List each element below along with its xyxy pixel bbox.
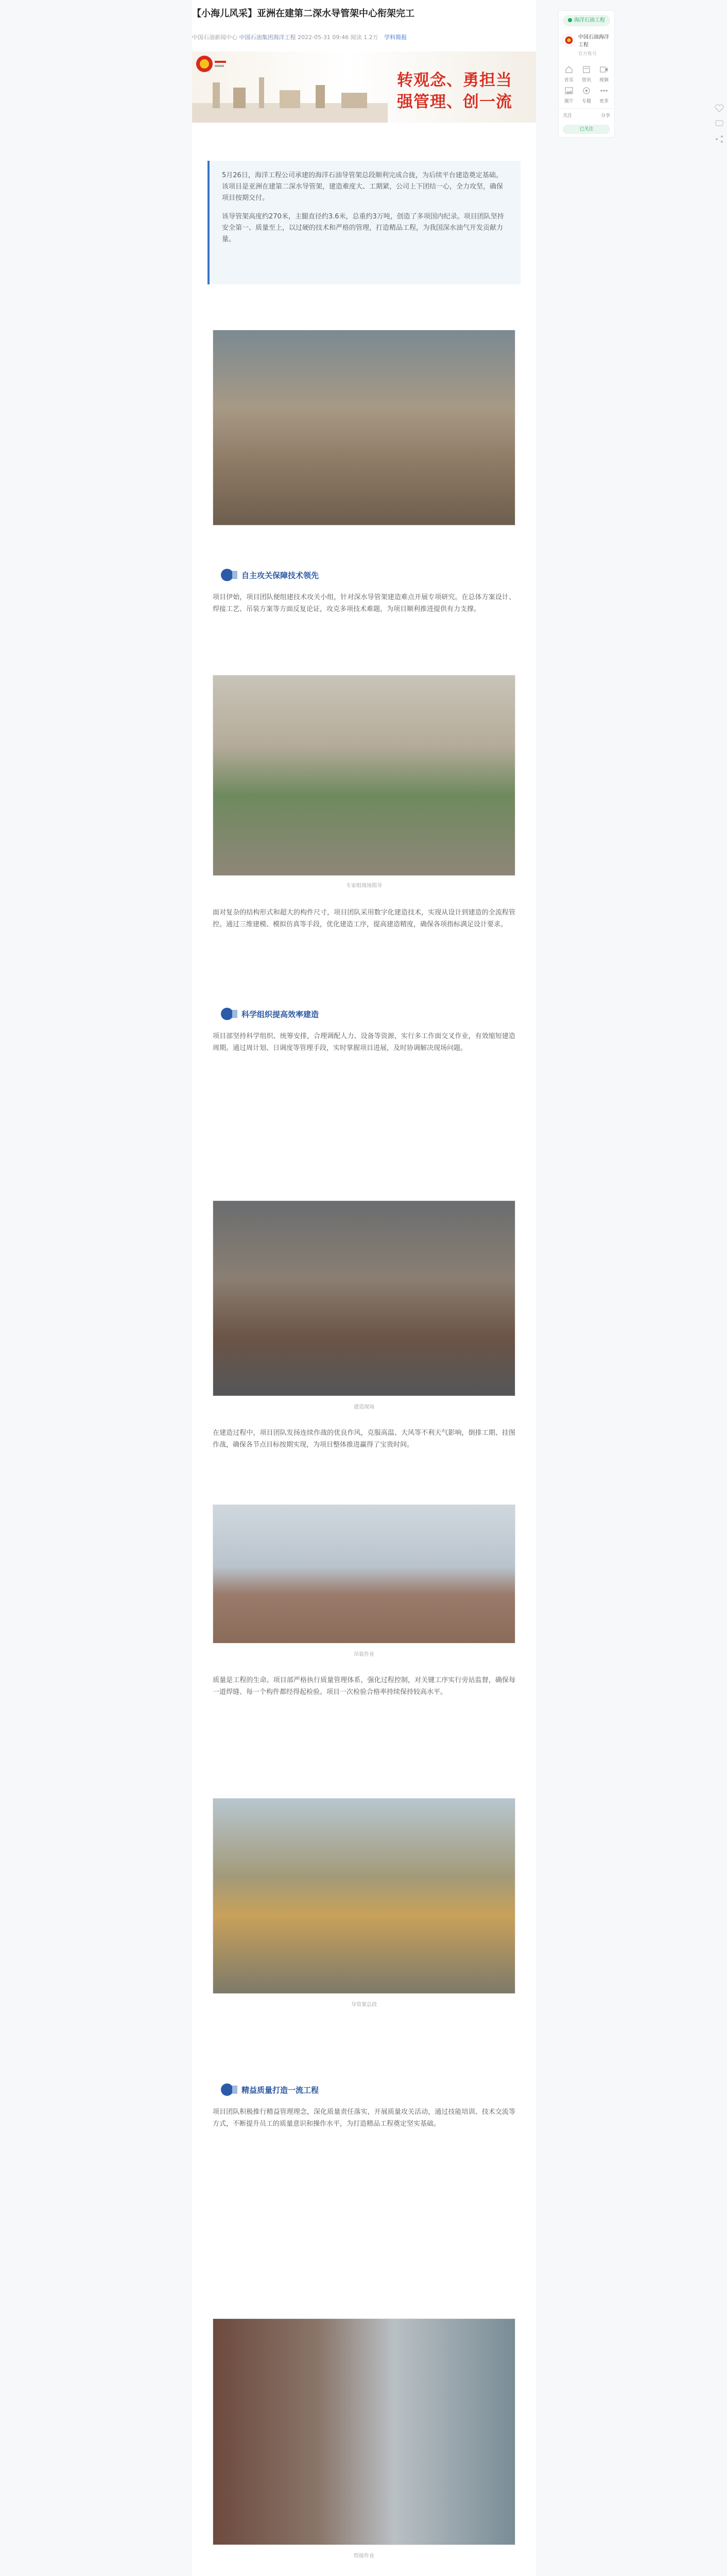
article-column (192, 0, 536, 2576)
paragraph-3: 项目部坚持科学组织、统筹安排，合理调配人力、设备等资源，实行多工作面交叉作业，有效缩短建造周期。通过周计划、日调度等管理手段，实时掌握项目进展，及时协调解决现场问题。 (213, 1032, 515, 1052)
caption-1: 专家组现场指导 (346, 883, 382, 889)
share-icon[interactable] (714, 134, 724, 144)
caption-2: 建造现场 (354, 1404, 374, 1410)
section-number-icon (221, 569, 233, 581)
article-banner (192, 52, 536, 123)
sidebar-item-label: 资讯 (581, 78, 591, 83)
lead-paragraph-2: 该导管架高度约270米，主腿直径约3.6米，总重约3万吨，创造了多项国内纪录。项目团队坚持安全第一、质量至上，以过硬的技术和严格的管理，打造精品工程，为我国深水油气开发贡献力量。 (222, 213, 504, 243)
news-icon (582, 65, 591, 74)
sidebar-actions (559, 108, 614, 122)
account-pill-label: 海洋石油工程 (574, 18, 605, 23)
photo-jacket-structure (213, 1798, 515, 1994)
sidebar-nav-grid (559, 61, 614, 108)
topic-icon (582, 86, 591, 95)
sidebar-item-more[interactable] (596, 86, 612, 104)
sidebar-item-label: 图片 (564, 99, 574, 104)
follow-action[interactable]: 关注 (563, 113, 573, 118)
like-icon[interactable] (714, 103, 724, 113)
section-title-2: 科学组织提高效率建造 (241, 1010, 319, 1019)
sidebar-item-label: 专题 (581, 99, 591, 104)
caption-3: 吊装作业 (354, 1652, 374, 1657)
org-subtitle: 官方账号 (578, 52, 597, 57)
meta-author[interactable]: 中国石油集团海洋工程 (239, 34, 296, 41)
more-icon (599, 86, 609, 95)
photo-shipyard-aerial (213, 330, 515, 526)
section-bar-icon (232, 1010, 237, 1018)
photo-crane-lift (213, 1504, 515, 1643)
sidebar-item-video[interactable] (596, 65, 612, 83)
banner-slogan-2: 强管理、创一流 (397, 93, 512, 111)
sidebar-item-news[interactable] (578, 65, 595, 83)
section-title-1: 自主攻关保障技术领先 (241, 571, 319, 580)
photo-workshop (213, 1200, 515, 1396)
sidebar-item-label: 首页 (564, 78, 574, 83)
refinery-illustration-icon (192, 72, 388, 123)
right-sidebar (558, 10, 615, 142)
meta-time: 2022-05-31 09:46 阅读 1.2万 (298, 34, 378, 41)
section-heading-1 (221, 567, 509, 583)
photo-welding (213, 2318, 515, 2545)
org-logo-icon (563, 34, 575, 46)
photo-meeting (213, 675, 515, 876)
account-pill[interactable] (563, 15, 610, 26)
paragraph-5: 质量是工程的生命。项目部严格执行质量管理体系，强化过程控制，对关键工序实行旁站监督，确保每一道焊缝、每一个构件都经得起检验。项目一次检验合格率持续保持较高水平。 (213, 1676, 515, 1696)
section-number-icon (221, 2083, 233, 2096)
section-title-3: 精益质量打造一流工程 (241, 2086, 319, 2095)
section-heading-3 (221, 2081, 509, 2098)
paragraph-4: 在建造过程中，项目团队发扬连续作战的优良作风，克服高温、大风等不利天气影响，倒排工期、挂图作战，确保各节点目标按期实现，为项目整体推进赢得了宝贵时间。 (213, 1429, 515, 1449)
company-logo-icon (194, 54, 227, 74)
share-action[interactable]: 分享 (600, 113, 610, 118)
sidebar-item-label: 更多 (599, 99, 609, 104)
section-number-icon (221, 1008, 233, 1020)
sidebar-item-home[interactable] (561, 65, 577, 83)
section-bar-icon (232, 571, 237, 579)
section-heading-2 (221, 1006, 509, 1022)
meta-source: 中国石油新闻中心 (192, 34, 237, 41)
paragraph-2: 面对复杂的结构形式和超大的构件尺寸，项目团队采用数字化建造技术，实现从设计到建造的全流程管控。通过三维建模、模拟仿真等手段，优化建造工序，提高建造精度，确保各项指标满足设计要求。 (213, 909, 515, 928)
side-toolbar (714, 103, 724, 149)
paragraph-6: 项目团队积极推行精益管理理念，深化质量责任落实，开展质量攻关活动，通过技能培训、技术交流等方式，不断提升员工的质量意识和操作水平，为打造精品工程奠定坚实基础。 (213, 2108, 515, 2128)
org-info[interactable] (559, 30, 614, 50)
status-dot-icon (568, 18, 572, 22)
lead-paragraph-1: 5月26日，海洋工程公司承建的海洋石油导管架总段顺利完成合拢，为后续平台建造奠定基础。该项目是亚洲在建第二深水导管架，建造难度大、工期紧，公司上下团结一心，全力攻坚，确保项目按期交付。 (222, 172, 504, 202)
sidebar-item-label: 视频 (599, 78, 609, 83)
article-title: 【小海儿风采】亚洲在建第二深水导管架中心衔架完工 (192, 8, 414, 19)
comment-icon[interactable] (714, 118, 724, 129)
lead-box (207, 161, 521, 284)
caption-5: 焊接作业 (354, 2553, 374, 2559)
home-icon (564, 65, 574, 74)
banner-slogan-1: 转观念、勇担当 (397, 71, 512, 90)
paragraph-1: 项目伊始，项目团队便组建技术攻关小组，针对深水导管架建造难点开展专项研究。在总体方案设计、焊接工艺、吊装方案等方面反复论证，攻克多项技术难题，为项目顺利推进提供有力支撑。 (213, 594, 515, 613)
section-bar-icon (232, 2086, 237, 2094)
sidebar-item-image[interactable] (561, 86, 577, 104)
account-card (558, 10, 615, 138)
caption-4: 导管架总段 (351, 2002, 377, 2008)
followed-badge[interactable]: 已关注 (563, 125, 610, 134)
meta-tag[interactable]: 学科简报 (384, 34, 407, 41)
article-meta (192, 33, 536, 41)
sidebar-item-topic[interactable] (578, 86, 595, 104)
image-icon (564, 86, 574, 95)
video-icon (599, 65, 609, 74)
org-name: 中国石油海洋工程 (578, 35, 609, 48)
